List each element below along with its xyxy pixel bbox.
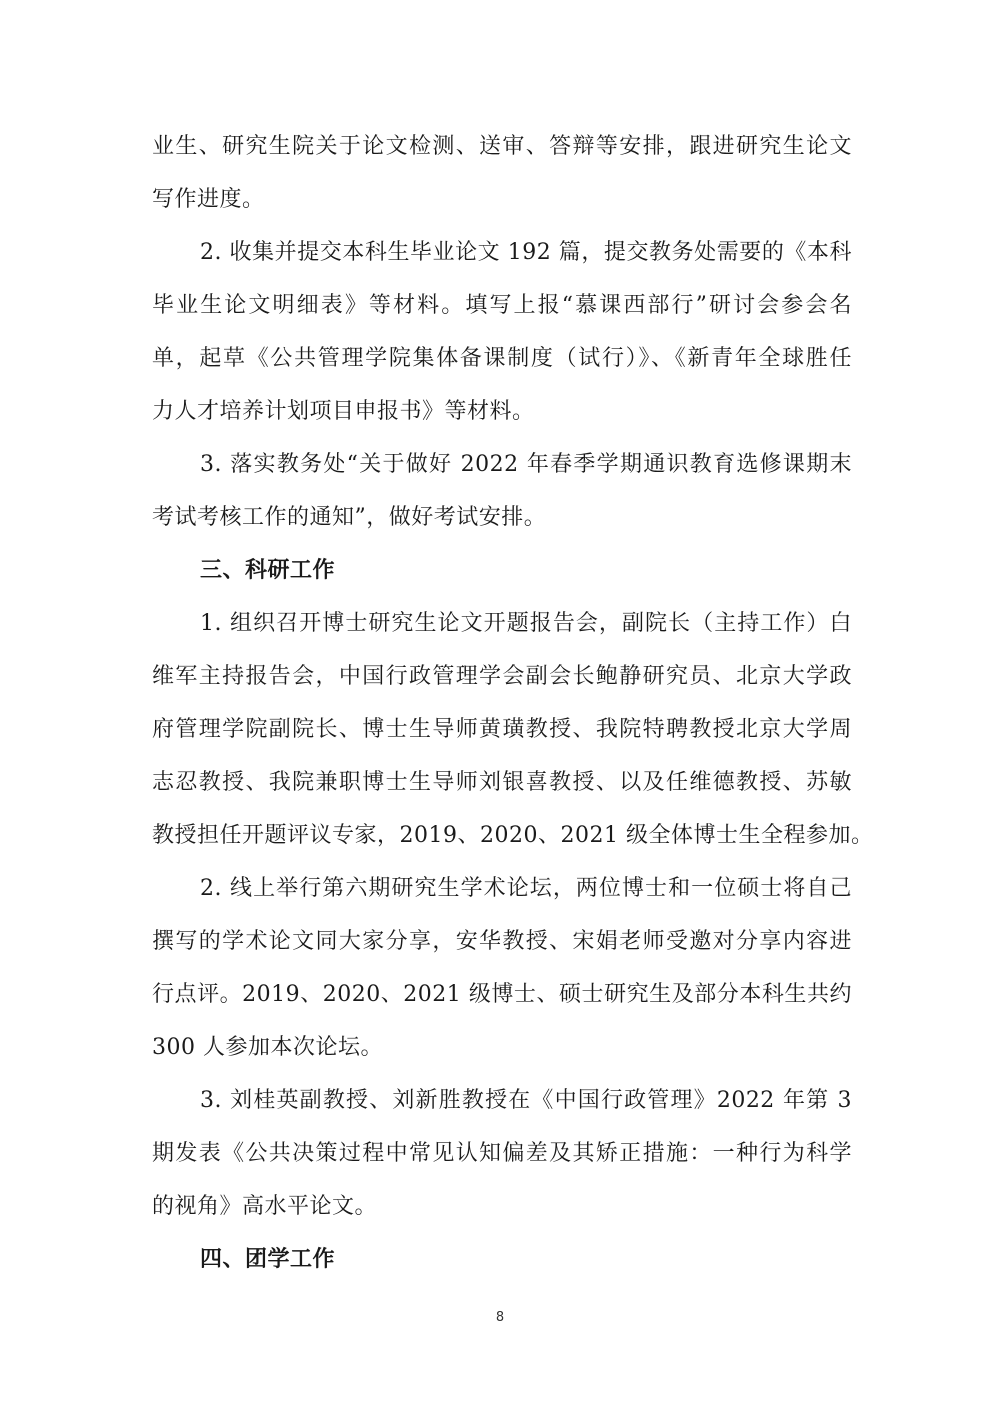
paragraph-line: 力人才培养计划项目申报书》等材料。 — [152, 399, 535, 424]
page-number: 8 — [495, 1310, 505, 1325]
paragraph-line: 2. 收集并提交本科生毕业论文 192 篇，提交教务处需要的《本科 — [200, 240, 852, 265]
paragraph-line: 教授担任开题评议专家，2019、2020、2021 级全体博士生全程参加。 — [152, 823, 874, 848]
paragraph-line: 3. 刘桂英副教授、刘新胜教授在《中国行政管理》2022 年第 3 — [200, 1088, 852, 1113]
paragraph-line: 业生、研究生院关于论文检测、送审、答辩等安排，跟进研究生论文 — [152, 134, 852, 159]
paragraph-line: 300 人参加本次论坛。 — [152, 1035, 383, 1060]
paragraph-line: 的视角》高水平论文。 — [152, 1194, 378, 1219]
section-heading: 三、科研工作 — [200, 558, 336, 583]
paragraph-line: 期发表《公共决策过程中常见认知偏差及其矫正措施：一种行为科学 — [152, 1141, 852, 1166]
paragraph-line: 行点评。2019、2020、2021 级博士、硕士研究生及部分本科生共约 — [152, 982, 852, 1007]
paragraph-line: 考试考核工作的通知”，做好考试安排。 — [152, 505, 547, 530]
paragraph-line: 1. 组织召开博士研究生论文开题报告会，副院长（主持工作）白 — [200, 611, 852, 636]
paragraph-line: 3. 落实教务处“关于做好 2022 年春季学期通识教育选修课期末 — [200, 452, 852, 477]
paragraph-line: 2. 线上举行第六期研究生学术论坛，两位博士和一位硕士将自己 — [200, 876, 852, 901]
paragraph-line: 志忍教授、我院兼职博士生导师刘银喜教授、以及任维德教授、苏敏 — [152, 770, 852, 795]
paragraph-line: 撰写的学术论文同大家分享，安华教授、宋娟老师受邀对分享内容进 — [152, 929, 852, 954]
paragraph-line: 维军主持报告会，中国行政管理学会副会长鲍静研究员、北京大学政 — [152, 664, 852, 689]
paragraph-line: 写作进度。 — [152, 187, 265, 212]
section-heading: 四、团学工作 — [200, 1247, 336, 1272]
paragraph-line: 毕业生论文明细表》等材料。填写上报“慕课西部行”研讨会参会名 — [152, 293, 852, 318]
paragraph-line: 单，起草《公共管理学院集体备课制度（试行）》、《新青年全球胜任 — [152, 346, 852, 371]
paragraph-line: 府管理学院副院长、博士生导师黄璜教授、我院特聘教授北京大学周 — [152, 717, 852, 742]
